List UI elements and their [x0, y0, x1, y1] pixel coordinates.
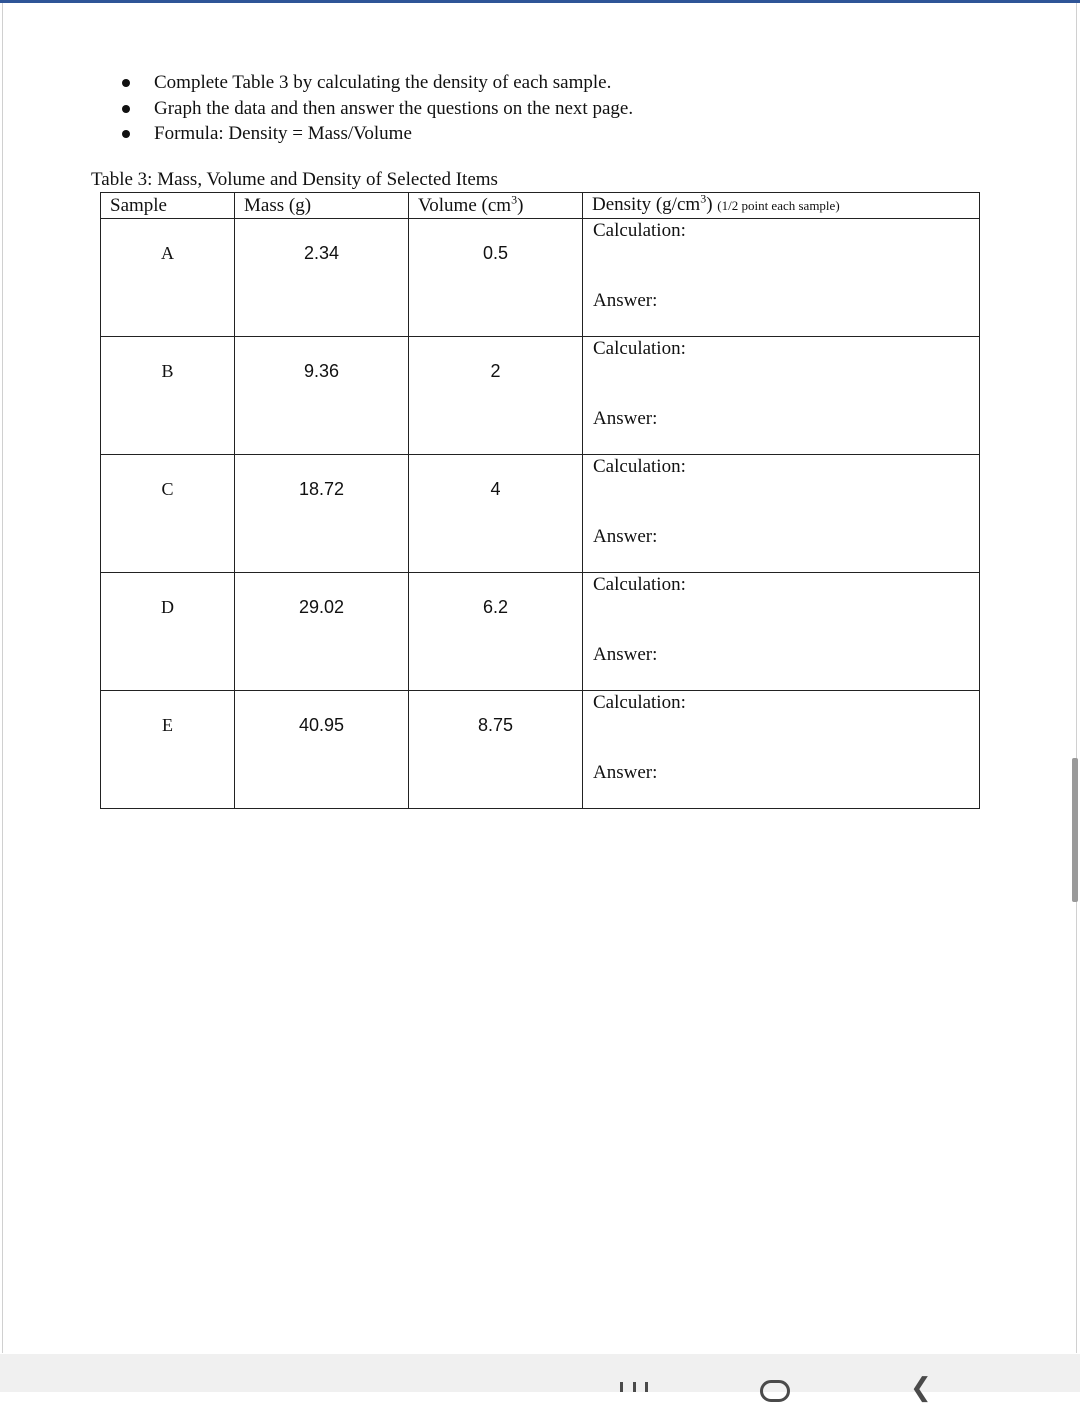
instruction-text: Formula: Density = Mass/Volume [154, 123, 412, 144]
table-caption: Table 3: Mass, Volume and Density of Selected Items [91, 169, 498, 190]
table-row [101, 691, 980, 809]
calculation-label: Calculation: [593, 574, 686, 595]
sample-cell: E [101, 691, 235, 809]
volume-cell: 4 [409, 455, 583, 573]
system-navigation-bar [0, 1354, 1080, 1403]
instruction-list [0, 70, 633, 147]
table-row [101, 337, 980, 455]
instruction-item [0, 121, 633, 147]
calculation-label: Calculation: [593, 338, 686, 359]
page-edge-left [2, 3, 3, 1353]
volume-cell: 6.2 [409, 573, 583, 691]
answer-label: Answer: [593, 762, 658, 783]
bullet-icon [122, 105, 130, 113]
bullet-icon [122, 130, 130, 138]
calculation-label: Calculation: [593, 692, 686, 713]
density-cell[interactable] [583, 337, 980, 455]
header-density-close: ) [706, 194, 713, 215]
answer-label: Answer: [593, 290, 658, 311]
header-density-note: (1/2 point each sample) [717, 198, 840, 213]
back-icon[interactable]: ❮ [910, 1373, 932, 1403]
density-table [100, 192, 980, 809]
density-cell[interactable] [583, 219, 980, 337]
header-mass: Mass (g) [235, 193, 409, 219]
instruction-item [0, 70, 633, 96]
mass-cell: 40.95 [235, 691, 409, 809]
sample-cell: A [101, 219, 235, 337]
sample-cell: B [101, 337, 235, 455]
sample-cell: D [101, 573, 235, 691]
header-sample: Sample [101, 193, 235, 219]
header-volume [409, 193, 583, 219]
density-cell[interactable] [583, 455, 980, 573]
header-density-text: Density (g/cm [592, 194, 701, 215]
header-volume-close: ) [517, 194, 524, 216]
scrollbar-thumb[interactable] [1072, 758, 1078, 902]
density-cell[interactable] [583, 573, 980, 691]
volume-cell: 2 [409, 337, 583, 455]
calculation-label: Calculation: [593, 456, 686, 477]
sample-cell: C [101, 455, 235, 573]
table-row [101, 455, 980, 573]
mass-cell: 29.02 [235, 573, 409, 691]
instruction-item [0, 96, 633, 122]
instruction-text: Complete Table 3 by calculating the density of each sample. [154, 72, 612, 93]
superscript-3: 3 [700, 191, 707, 206]
density-cell[interactable] [583, 691, 980, 809]
mass-cell: 18.72 [235, 455, 409, 573]
superscript-3: 3 [511, 192, 518, 207]
mass-cell: 2.34 [235, 219, 409, 337]
header-volume-text: Volume (cm [418, 194, 512, 216]
home-icon[interactable] [760, 1380, 790, 1402]
answer-label: Answer: [593, 526, 658, 547]
header-density [583, 193, 980, 219]
volume-cell: 8.75 [409, 691, 583, 809]
instruction-text: Graph the data and then answer the questions on the next page. [154, 97, 634, 119]
table-header-row [101, 193, 980, 219]
answer-label: Answer: [593, 408, 658, 429]
table-row [101, 573, 980, 691]
bullet-icon [122, 79, 130, 87]
answer-label: Answer: [593, 644, 658, 665]
document-top-bar [0, 0, 1080, 3]
volume-cell: 0.5 [409, 219, 583, 337]
calculation-label: Calculation: [593, 220, 686, 241]
mass-cell: 9.36 [235, 337, 409, 455]
table-row [101, 219, 980, 337]
recent-apps-icon[interactable] [620, 1382, 648, 1392]
page-edge-right [1076, 3, 1077, 1353]
